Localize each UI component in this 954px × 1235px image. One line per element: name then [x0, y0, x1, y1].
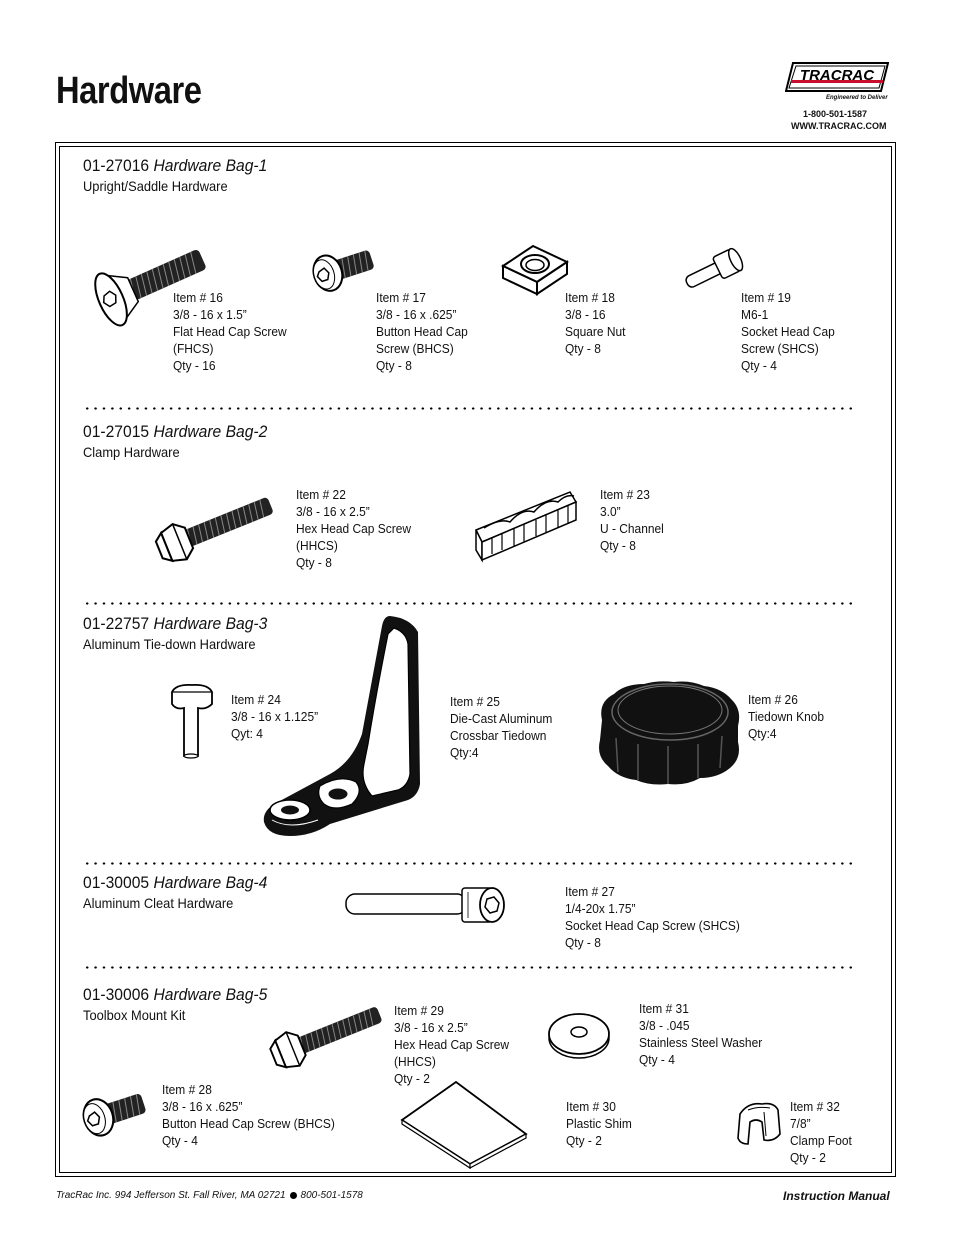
bag-4-subtitle: Aluminum Cleat Hardware	[83, 895, 234, 911]
svg-text:TRACRAC: TRACRAC	[799, 67, 875, 84]
bag-3-title	[83, 614, 267, 634]
bag-2-subtitle: Clamp Hardware	[83, 444, 180, 460]
item-25-details: Item # 25 Die-Cast Aluminum Crossbar Tiedown Qty:4	[450, 694, 553, 760]
u-channel-icon	[470, 488, 582, 568]
bullet-icon	[290, 1192, 297, 1199]
bag-2-name: Hardware Bag-2	[153, 422, 268, 441]
item-17-details: Item # 17 3/8 - 16 x .625” Button Head Cap Screw (BHCS) Qty - 8	[376, 290, 468, 373]
bag-2-number: 01-27015	[83, 422, 150, 441]
item-18-details: Item # 18 3/8 - 16 Square Nut Qty - 8	[565, 290, 626, 356]
bag-3-name: Hardware Bag-3	[153, 614, 268, 633]
button-head-screw-icon	[78, 1084, 150, 1138]
bag-1-name: Hardware Bag-1	[153, 156, 268, 175]
bag-2-title	[83, 422, 267, 442]
item-32-details: Item # 32 7/8” Clamp Foot Qty - 2	[790, 1099, 852, 1165]
section-divider	[83, 966, 855, 969]
section-divider	[83, 862, 855, 865]
item-23-details: Item # 23 3.0” U - Channel Qty - 8	[600, 487, 664, 553]
plastic-shim-icon	[398, 1078, 530, 1168]
tiedown-bracket-icon	[260, 614, 426, 842]
bag-4-number: 01-30005	[83, 873, 150, 892]
tracrac-logo-mark	[785, 62, 889, 92]
bag-3-number: 01-22757	[83, 614, 150, 633]
logo-tagline: Engineered to Deliver	[826, 95, 888, 101]
bag-1-subtitle: Upright/Saddle Hardware	[83, 178, 228, 194]
socket-head-screw-icon	[680, 246, 746, 296]
page-title: Hardware	[56, 70, 202, 112]
bag-4-name: Hardware Bag-4	[153, 873, 268, 892]
item-31-details: Item # 31 3/8 - .045 Stainless Steel Washer Qty - 4	[639, 1001, 763, 1067]
tracrac-logo	[782, 60, 892, 135]
item-28-details: Item # 28 3/8 - 16 x .625” Button Head Cap Screw (BHCS) Qty - 4	[162, 1082, 335, 1148]
item-22-details: Item # 22 3/8 - 16 x 2.5” Hex Head Cap Screw (HHCS) Qty - 8	[296, 487, 411, 570]
footer-manual-label: Instruction Manual	[783, 1189, 890, 1203]
bag-5-number: 01-30006	[83, 985, 150, 1004]
hex-head-screw-icon	[270, 994, 385, 1074]
hex-head-screw-icon	[156, 484, 276, 568]
item-26-details: Item # 26 Tiedown Knob Qty:4	[748, 692, 825, 741]
washer-icon	[546, 1010, 612, 1062]
square-nut-icon	[499, 240, 571, 296]
button-head-screw-icon	[308, 242, 378, 292]
item-24-details: Item # 24 3/8 - 16 x 1.125” Qyt: 4	[231, 692, 319, 741]
item-16-details: Item # 16 3/8 - 16 x 1.5” Flat Head Cap Screw (FHCS) Qty - 16	[173, 290, 287, 373]
bag-5-subtitle: Toolbox Mount Kit	[83, 1007, 186, 1023]
clamp-foot-icon	[734, 1100, 784, 1148]
footer-address: TracRac Inc. 994 Jefferson St. Fall River, MA 02721 800-501-1578	[56, 1190, 363, 1201]
bag-5-name: Hardware Bag-5	[153, 985, 268, 1004]
bag-1-title	[83, 156, 267, 176]
bag-3-subtitle: Aluminum Tie-down Hardware	[83, 636, 256, 652]
bag-5-title	[83, 985, 267, 1005]
bag-4-title	[83, 873, 267, 893]
tiedown-knob-icon	[594, 680, 744, 786]
bag-1-number: 01-27016	[83, 156, 150, 175]
section-divider	[83, 407, 855, 410]
item-30-details: Item # 30 Plastic Shim Qty - 2	[566, 1099, 632, 1148]
logo-phone: 1-800-501-1587	[803, 109, 868, 119]
long-socket-screw-icon	[342, 884, 510, 926]
item-29-details: Item # 29 3/8 - 16 x 2.5” Hex Head Cap Screw (HHCS) Qty - 2	[394, 1003, 509, 1086]
section-divider	[83, 602, 855, 605]
logo-website[interactable]: WWW.TRACRAC.COM	[791, 121, 887, 131]
item-27-details: Item # 27 1/4-20x 1.75” Socket Head Cap Screw (SHCS) Qty - 8	[565, 884, 740, 950]
item-19-details: Item # 19 M6-1 Socket Head Cap Screw (SHCS) Qty - 4	[741, 290, 835, 373]
t-bolt-icon	[168, 682, 216, 760]
